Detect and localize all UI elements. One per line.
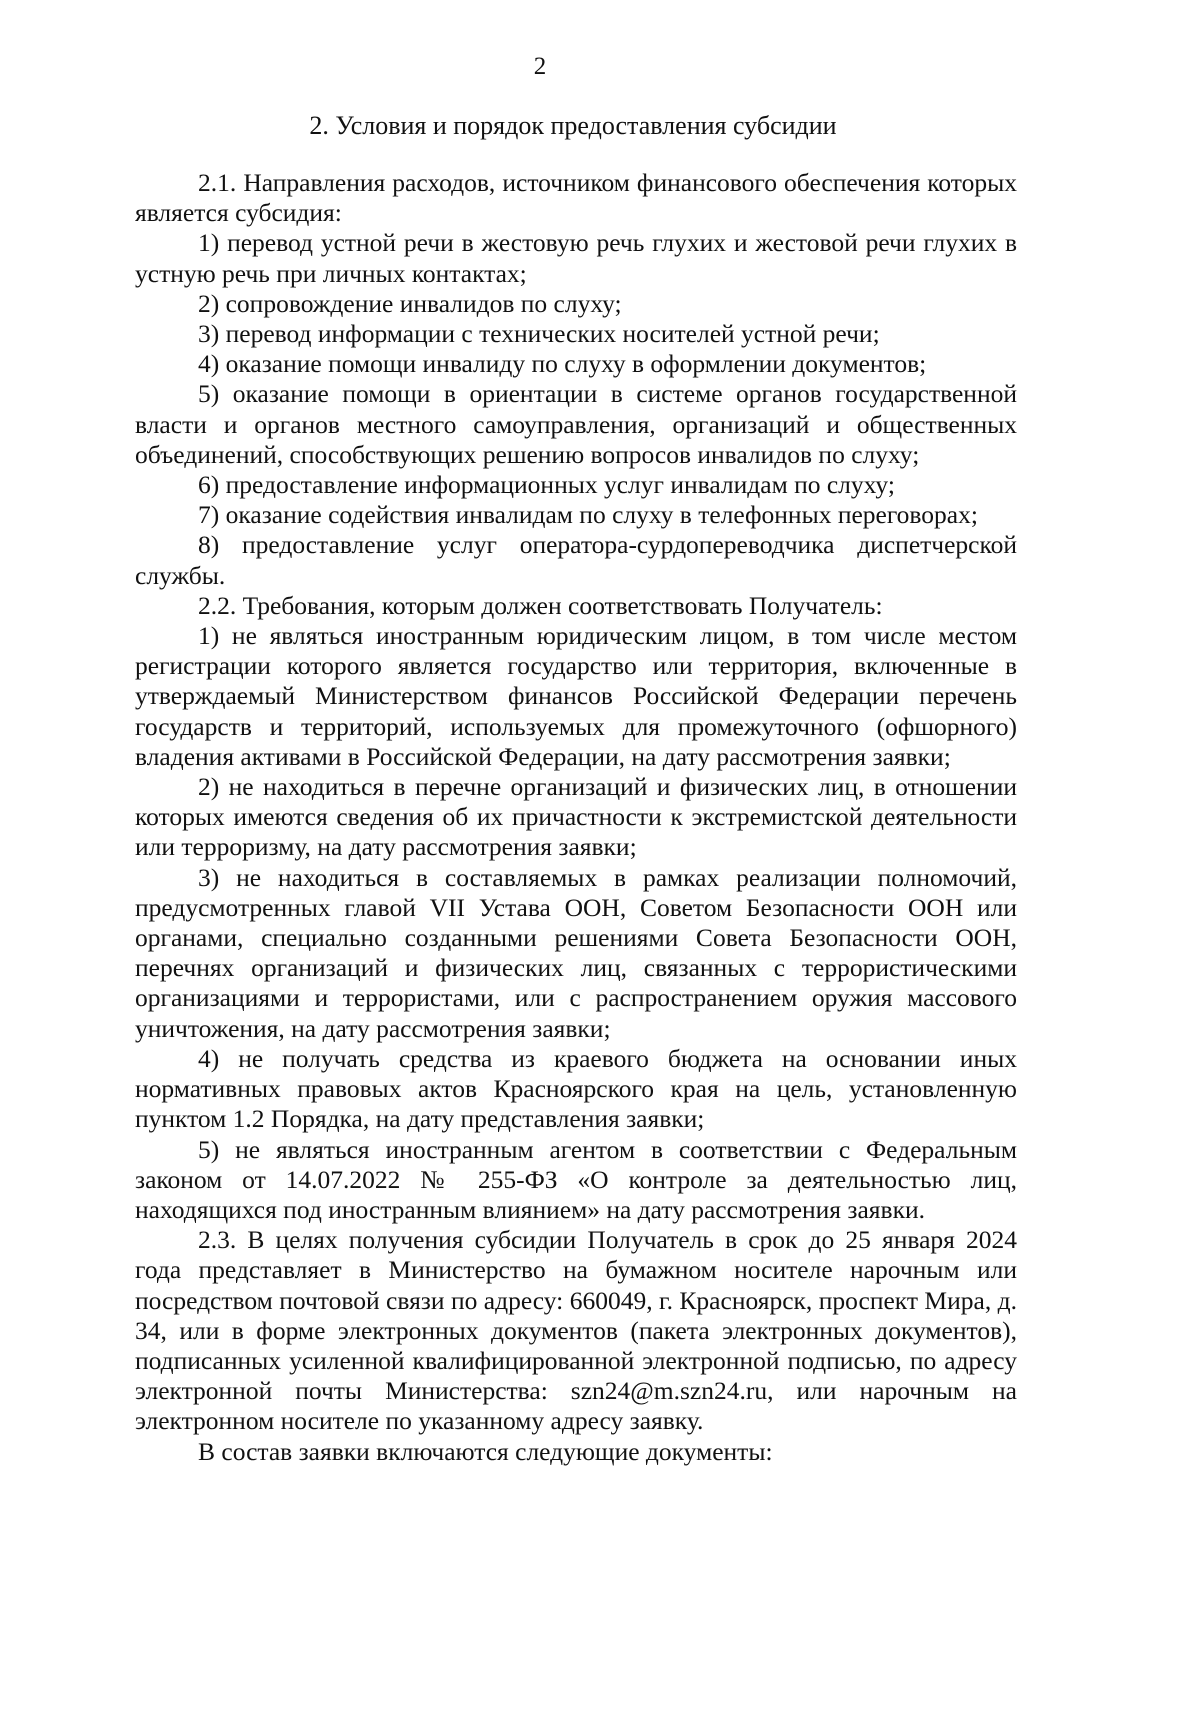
paragraph-2-1: 2.1. Направления расходов, источником финансового обеспечения которых является субсидия: [135, 168, 1017, 228]
list-item: 8) предоставление услуг оператора-сурдопереводчика диспетчерской службы. [135, 530, 1017, 590]
list-item: 1) перевод устной речи в жестовую речь глухих и жестовой речи глухих в устную речь при личных контактах; [135, 228, 1017, 288]
list-item: 2) не находиться в перечне организаций и физических лиц, в отношении которых имеются сведения об их причастности к экстремистской деятельности или терроризму, на дату рассмотрения заявки; [135, 772, 1017, 862]
document-body [135, 168, 1017, 1467]
section-title: 2. Условия и порядок предоставления субсидии [309, 111, 837, 140]
paragraph-application-documents: В состав заявки включаются следующие документы: [198, 1436, 773, 1466]
list-item: 5) не являться иностранным агентом в соответствии с Федеральным законом от 14.07.2022 № 255-ФЗ «О контроле за деятельностью лиц, находящихся под иностранным влиянием» на дату рассмотрения заявки. [135, 1134, 1017, 1224]
list-item: 1) не являться иностранным юридическим лицом, в том числе местом регистрации которого является государство или территория, включенные в утверждаемый Министерством финансов Российской Федерации перечень государств и территорий, используемых для промежуточного (офшорного) владения активами в Российской Федерации, на дату рассмотрения заявки; [135, 621, 1017, 771]
list-item: 3) не находиться в составляемых в рамках реализации полномочий, предусмотренных главой VII Устава ООН, Советом Безопасности ООН или органами, специально созданными решениями Совета Безопасности ООН, перечнях организаций и физических лиц, связанных с террористическими организациями и террористами, или с распространением оружия массового уничтожения, на дату рассмотрения заявки; [135, 862, 1017, 1043]
list-item: 7) оказание содействия инвалидам по слуху в телефонных переговорах; [198, 500, 978, 530]
list-item: 4) оказание помощи инвалиду по слуху в оформлении документов; [198, 349, 927, 379]
page-number: 2 [533, 53, 547, 80]
paragraph-2-3: 2.3. В целях получения субсидии Получатель в срок до 25 января 2024 года представляет в Министерство на бумажном носителе нарочным или посредством почтовой связи по адресу: 660049, г. Красноярск, проспект Мира, д. 34, или в форме электронных документов (пакета электронных документов), подписанных усиленной квалифицированной электронной подписью, по адресу электронной почты Министерства: szn24@m.szn24.ru, или нарочным на электронном носителе по указанному адресу заявку. [135, 1225, 1017, 1436]
paragraph-2-2: 2.2. Требования, которым должен соответствовать Получатель: [198, 590, 883, 620]
list-item: 6) предоставление информационных услуг инвалидам по слуху; [198, 470, 895, 500]
list-item: 5) оказание помощи в ориентации в системе органов государственной власти и органов местного самоуправления, организаций и общественных объединений, способствующих решению вопросов инвалидов по слуху; [135, 379, 1017, 469]
list-item: 4) не получать средства из краевого бюджета на основании иных нормативных правовых актов Красноярского края на цель, установленную пунктом 1.2 Порядка, на дату представления заявки; [135, 1043, 1017, 1134]
list-item: 3) перевод информации с технических носителей устной речи; [198, 319, 880, 349]
list-item: 2) сопровождение инвалидов по слуху; [198, 288, 622, 318]
